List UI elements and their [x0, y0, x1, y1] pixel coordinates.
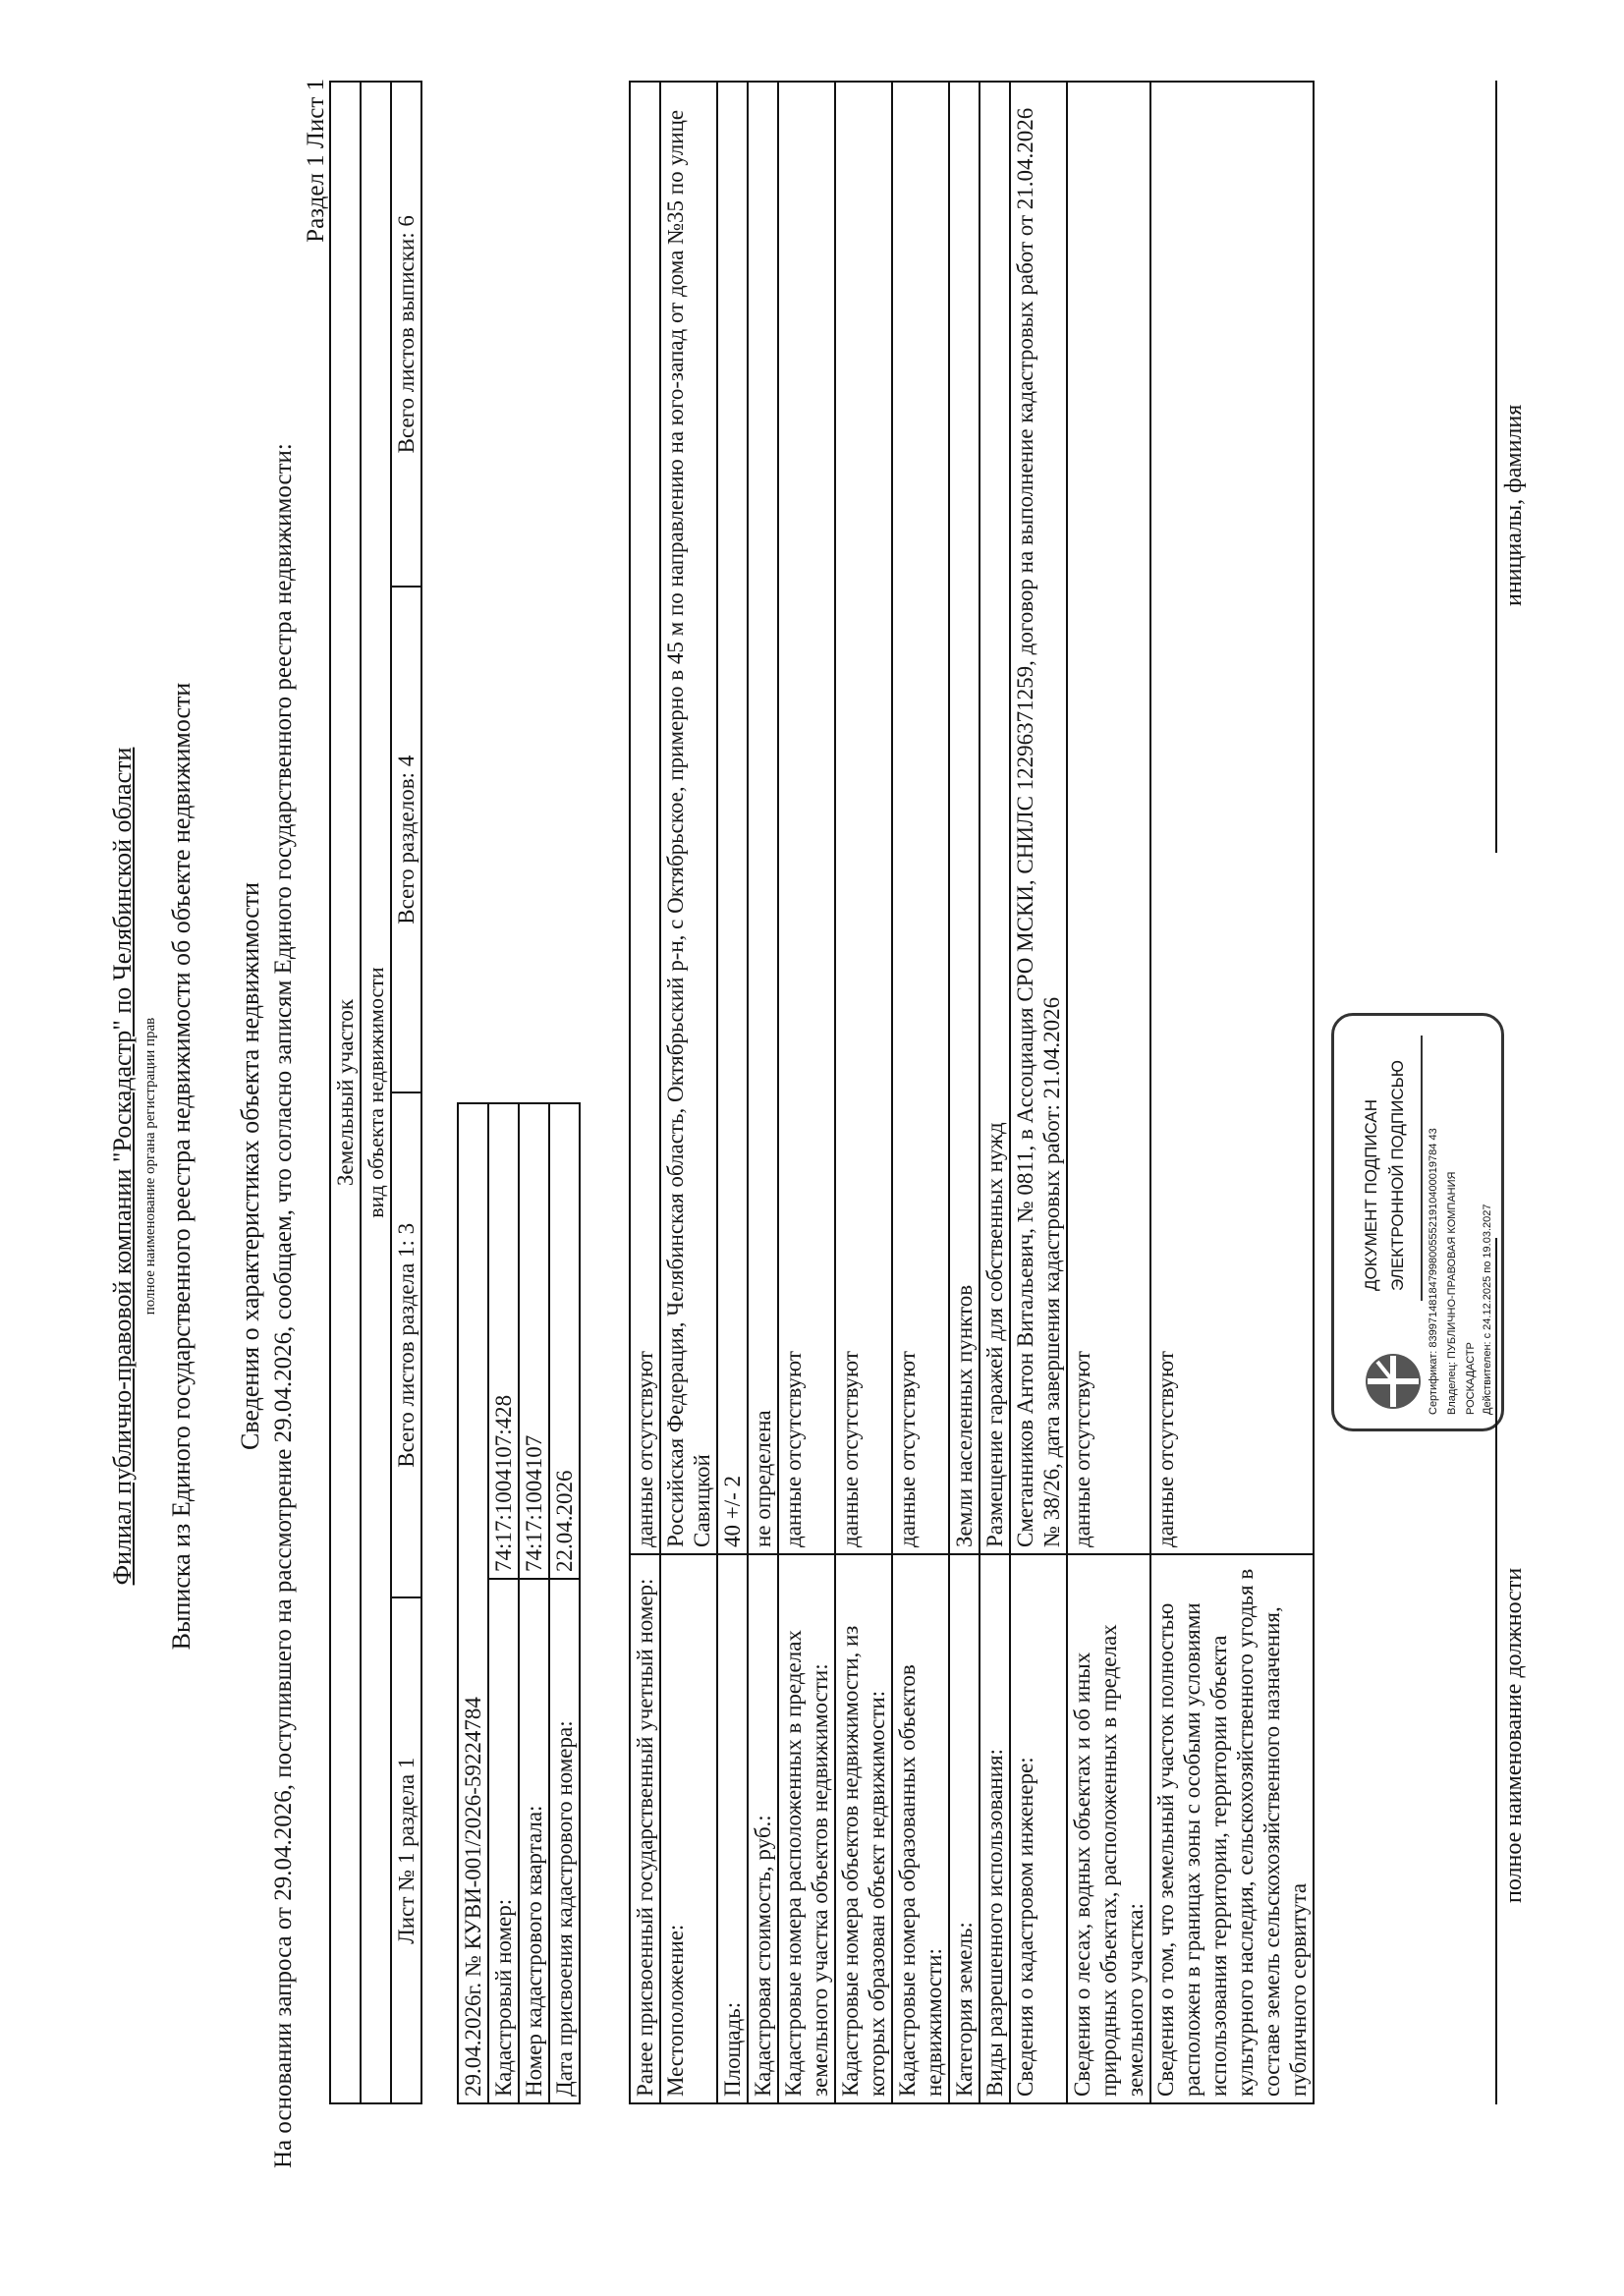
assignment-date-value: 22.04.2026 — [549, 1103, 580, 1579]
quarter-number-label: Номер кадастрового квартала: — [519, 1579, 549, 2103]
section-sheets-count: Всего листов раздела 1: 3 — [391, 1092, 421, 1598]
stamp-validity: Действителен: с 24.12.2025 по 19.03.2027 — [1482, 1204, 1493, 1415]
object-header-table — [329, 81, 422, 2104]
row-label: Ранее присвоенный государственный учетный номер: — [630, 1554, 660, 2103]
table-row — [488, 1103, 519, 2103]
total-sections: Всего разделов: 4 — [391, 588, 421, 1093]
row-value: Российская Федерация, Челябинская область, Октябрьский р-н, с Октябрьское, примерно в 45 м по направлению на юго-запад от дома №35 по улице Савицкой — [660, 82, 717, 1554]
section-sheet-label: Раздел 1 Лист 1 — [303, 79, 329, 243]
organization-caption: полное наименование органа регистрации прав — [142, 1017, 158, 1316]
table-row — [980, 82, 1010, 2103]
characteristics-table — [629, 81, 1315, 2104]
row-value: данные отсутствуют — [1067, 82, 1150, 1554]
table-row — [892, 82, 949, 2103]
position-caption: полное наименование должности — [1501, 1567, 1527, 1903]
row-value: 40 +/- 2 — [717, 82, 748, 1554]
row-value: данные отсутствуют — [835, 82, 892, 1554]
row-value: данные отсутствуют — [892, 82, 949, 1554]
stamp-owner: Владелец: ПУБЛИЧНО-ПРАВОВАЯ КОМПАНИЯ — [1446, 1171, 1458, 1415]
table-row — [1150, 82, 1314, 2103]
identification-table — [457, 1102, 581, 2104]
organization-name: Филиал публично-правовой компании "Роскадастр" по Челябинской области — [108, 747, 137, 1586]
row-value: не определена — [748, 82, 778, 1554]
sheet-number: Лист № 1 раздела 1 — [391, 1598, 421, 2104]
table-row — [549, 1103, 580, 2103]
table-row — [1067, 82, 1150, 2103]
total-sheets: Всего листов выписки: 6 — [391, 82, 421, 588]
name-field — [1444, 81, 1496, 853]
row-value: данные отсутствуют — [630, 82, 660, 1554]
emblem-icon — [1364, 1352, 1423, 1411]
row-label: Кадастровые номера образованных объектов недвижимости: — [892, 1554, 949, 2103]
quarter-number-value: 74:17:1004107 — [519, 1103, 549, 1579]
table-row — [519, 1103, 549, 2103]
position-field — [1444, 1238, 1496, 2104]
document-title: Выписка из Единого государственного реестра недвижимости об объекте недвижимости — [167, 682, 196, 1651]
table-row — [630, 82, 660, 2103]
row-label: Сведения о кадастровом инженере: — [1010, 1554, 1067, 2103]
table-row — [778, 82, 835, 2103]
stamp-line-2: ЭЛЕКТРОННОЙ ПОДПИСЬЮ — [1388, 1060, 1407, 1291]
table-row — [1010, 82, 1067, 2103]
row-label: Сведения о том, что земельный участок полностью расположен в границах зоны с особыми условиями использования территории, территории объекта культурного наследия, сельскохозяйственного угодья в составе земель сельскохозяйственного назначения, публичного сервитута — [1150, 1554, 1314, 2103]
row-label: Сведения о лесах, водных объектах и об иных природных объектах, расположенных в пределах земельного участка: — [1067, 1554, 1150, 2103]
table-row — [717, 82, 748, 2103]
assignment-date-label: Дата присвоения кадастрового номера: — [549, 1579, 580, 2103]
extract-date-number: 29.04.2026г. № КУВИ-001/2026-59224784 — [458, 1103, 488, 2103]
cadastral-number-value: 74:17:1004107:428 — [488, 1103, 519, 1579]
signature-field — [1444, 853, 1496, 1238]
row-label: Виды разрешенного использования: — [980, 1554, 1010, 2103]
table-row — [949, 82, 980, 2103]
request-basis: На основании запроса от 29.04.2026, поступившего на рассмотрение 29.04.2026, сообщаем, что согласно записям Единого государственного реестра недвижимости: — [270, 443, 297, 2168]
row-value: данные отсутствуют — [778, 82, 835, 1554]
stamp-line-1: ДОКУМЕНТ ПОДПИСАН — [1362, 1098, 1380, 1291]
cadastral-number-label: Кадастровый номер: — [488, 1579, 519, 2103]
row-label: Кадастровые номера расположенных в пределах земельного участка объектов недвижимости: — [778, 1554, 835, 2103]
object-type-caption: вид объекта недвижимости — [361, 82, 391, 2103]
name-caption: инициалы, фамилия — [1501, 404, 1527, 606]
row-value: данные отсутствуют — [1150, 82, 1314, 1554]
table-row — [835, 82, 892, 2103]
table-row — [660, 82, 717, 2103]
row-label: Кадастровая стоимость, руб.: — [748, 1554, 778, 2103]
section-title: Сведения о характеристиках объекта недвижимости — [236, 881, 264, 1451]
row-value: Земли населенных пунктов — [949, 82, 980, 1554]
table-row — [748, 82, 778, 2103]
stamp-certificate: Сертификат: 8399714818479980055521910400019784 43 — [1428, 1128, 1439, 1415]
object-type: Земельный участок — [330, 82, 361, 2103]
row-label: Категория земель: — [949, 1554, 980, 2103]
row-label: Кадастровые номера объектов недвижимости, из которых образован объект недвижимости: — [835, 1554, 892, 2103]
signature-table — [1444, 81, 1497, 2104]
row-value: Сметанников Антон Витальевич, № 0811, в Ассоциация СРО МСКИ, СНИЛС 12296371259, договор на выполнение кадастровых работ от 21.04.2026 № 38/26, дата завершения кадастровых работ: 21.04.2026 — [1010, 82, 1067, 1554]
row-value: Размещение гаражей для собственных нужд — [980, 82, 1010, 1554]
row-label: Площадь: — [717, 1554, 748, 2103]
row-label: Местоположение: — [660, 1554, 717, 2103]
stamp-owner-2: РОСКАДАСТР — [1465, 1342, 1477, 1415]
